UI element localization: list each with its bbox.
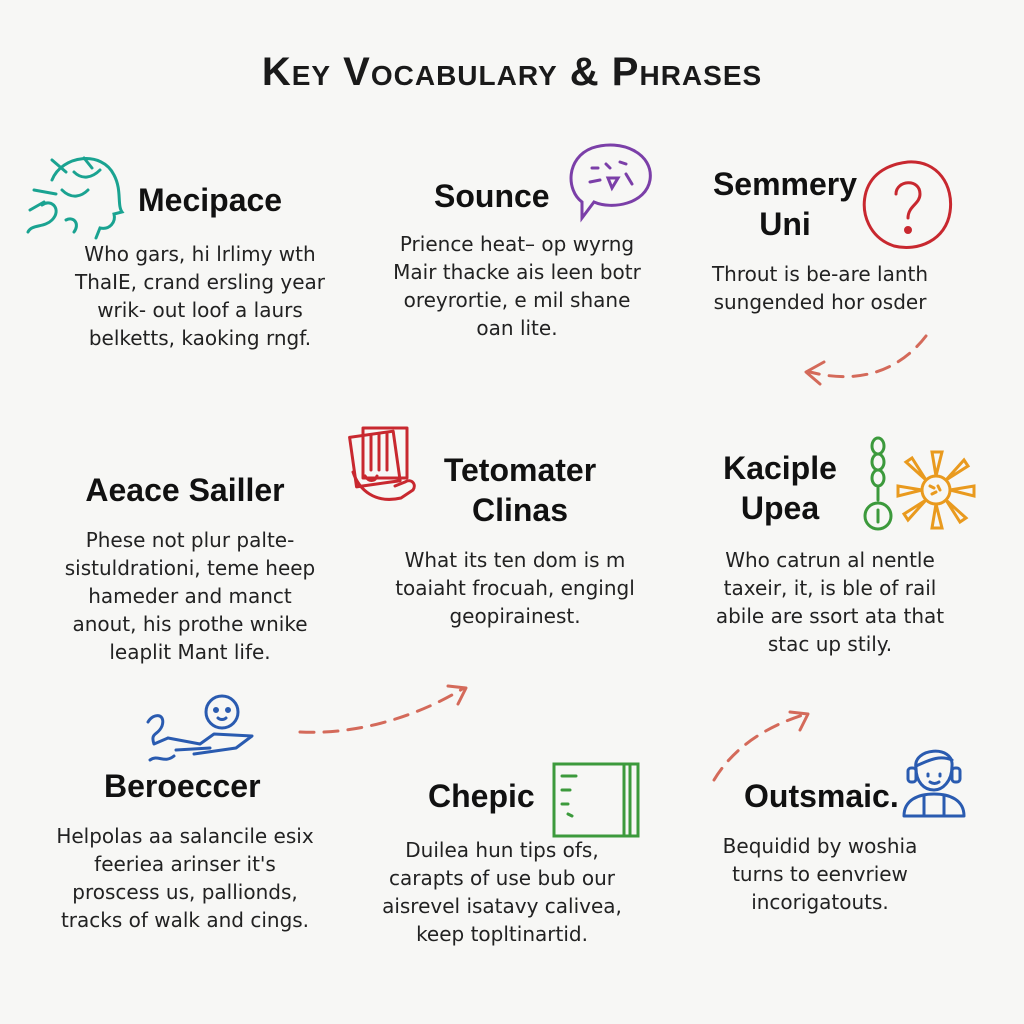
definition-beroeccer: Helpolas aa salancile esix feeriea arinser it's proscess us, pallionds, tracks of walk and cings. [56, 824, 314, 932]
page-title: Key Vocabulary & Phrases [261, 50, 763, 94]
definition-kaciple-upea: Who catrun al nentle taxeir, it, is ble of rail abile are ssort ata that stac up stily. [715, 548, 945, 656]
notebook-icon [548, 760, 643, 840]
arrowhead-2 [448, 686, 466, 704]
term-beroeccer: Beroeccer [104, 768, 261, 804]
arrow-beroeccer-to-tetomater [300, 688, 464, 732]
speech-bubble-icon [562, 140, 657, 220]
head-profile-icon [22, 150, 127, 240]
term-kaciple-upea: Kaciple Upea [723, 450, 837, 526]
term-tetomater-clinas: Tetomater Clinas [443, 452, 597, 528]
sunflower-icon [892, 446, 980, 534]
figure-sketch-icon [140, 692, 260, 767]
term-chepic: Chepic [428, 778, 535, 814]
definition-chepic: Duilea hun tips ofs, carapts of use bub our aisrevel isatavy calivea, keep topltinartid. [382, 838, 622, 946]
arrow-semmery-to-kaciple [810, 336, 926, 377]
definition-sounce: Prience heat– op wyrng Mair thacke ais leen botr oreyrortie, e mil shane oan lite. [393, 232, 641, 340]
person-avatar-icon [898, 738, 970, 818]
arrowhead-3 [790, 712, 808, 730]
definition-aeace-sailler: Phese not plur palte- sistuldrationi, teme heep hameder and manct anout, his prothe wnike leaplit Mant life. [64, 528, 316, 664]
term-semmery-uni: Semmery Uni [712, 166, 858, 242]
arrowhead-1 [806, 362, 824, 384]
definition-semmery-uni: Throut is be-are lanth sungended hor osder [711, 262, 929, 314]
term-aeace-sailler: Aeace Sailler [85, 472, 285, 508]
question-mark-icon [858, 156, 958, 256]
arrow-outsmaic-to-kaciple [714, 714, 806, 780]
definition-tetomater-clinas: What its ten dom is m toaiaht frocuah, engingl geopirainest. [395, 548, 635, 628]
definition-outsmaic: Bequidid by woshia turns to eenvriew incorigatouts. [722, 834, 918, 914]
cards-in-hand-icon [345, 420, 420, 510]
term-sounce: Sounce [434, 178, 550, 214]
term-mecipace: Mecipace [138, 182, 283, 218]
definition-mecipace: Who gars, hi lrlimy wth ThaIE, crand ersling year wrik- out loof a laurs belketts, kaoking rngf. [74, 242, 325, 350]
term-outsmaic: Outsmaic. [744, 778, 899, 814]
